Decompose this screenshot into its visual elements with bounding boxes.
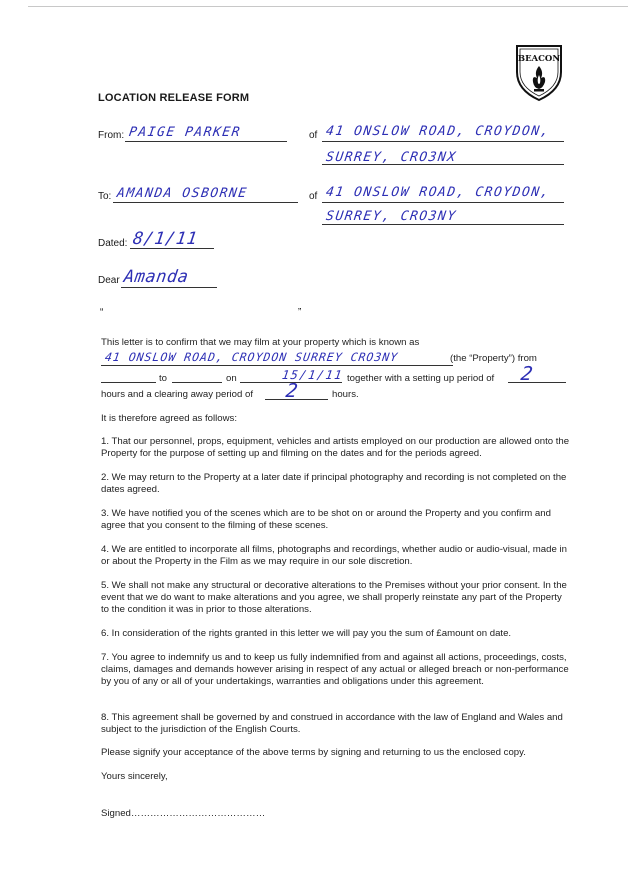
intro-clearing-suffix: hours. (332, 389, 359, 400)
from-address-line2[interactable]: SURREY, CRO3NX (324, 150, 458, 165)
clause-2: 2. We may return to the Property at a later date if principal photography and recording is not completed on the dates agreed. (101, 472, 567, 496)
clause-8: 8. This agreement shall be governed by and construed in accordance with the law of England and Wales and subject to the jurisdiction of the English Courts. (101, 712, 563, 736)
to-label: To: (98, 191, 112, 202)
clause-1: 1. That our personnel, props, equipment, vehicles and artists employed on our production are allowed onto the Property for the purpose of setting up and filming on the dates and for the periods agreed. (101, 436, 570, 460)
beacon-logo (513, 42, 565, 102)
from-label: From: (98, 130, 125, 141)
open-quote: “ (100, 307, 104, 318)
acceptance-text: Please signify your acceptance of the above terms by signing and returning to us the enclosed copy. (101, 747, 526, 758)
clearing-value[interactable]: 2 (284, 380, 300, 402)
signed-line[interactable]: Signed…………………………………… (101, 808, 266, 819)
intro-property-suffix: (the “Property”) from (450, 353, 537, 364)
dated-line (130, 248, 214, 249)
from-address-line1[interactable]: 41 ONSLOW ROAD, CROYDON, (324, 124, 551, 139)
intro-on-word: on (226, 373, 237, 384)
dear-label: Dear (98, 275, 120, 286)
to-date-line (172, 382, 222, 383)
intro-clearing-prefix: hours and a clearing away period of (101, 389, 253, 400)
dated-label: Dated: (98, 238, 128, 249)
dear-line (121, 287, 217, 288)
to-address-line1-rule (322, 202, 564, 203)
dear-value[interactable]: Amanda (122, 267, 190, 287)
clause-6: 6. In consideration of the rights granted in this letter we will pay you the sum of £amount on date. (101, 628, 512, 639)
from-name[interactable]: PAIGE PARKER (127, 125, 242, 140)
to-name-line (113, 202, 298, 203)
intro-date[interactable]: 15/1/11 (281, 368, 345, 382)
intro-line1: This letter is to confirm that we may film at your property which is known as (101, 337, 420, 348)
clause-3: 3. We have notified you of the scenes which are to be shot on or around the Property and you confirm and agree that you consent to the filming of these scenes. (101, 508, 551, 532)
from-address-line1-rule (322, 141, 564, 142)
form-title: LOCATION RELEASE FORM (98, 92, 250, 104)
setting-up-value[interactable]: 2 (519, 363, 535, 385)
intro-to-word: to (159, 373, 168, 384)
to-address-line2[interactable]: SURREY, CRO3NY (324, 209, 458, 224)
yours-sincerely: Yours sincerely, (101, 771, 168, 782)
dated-value[interactable]: 8/1/11 (131, 229, 199, 249)
to-of-label: of (309, 191, 318, 202)
intro-property[interactable]: 41 ONSLOW ROAD, CROYDON SURREY CRO3NY (104, 350, 400, 364)
to-address-line1[interactable]: 41 ONSLOW ROAD, CROYDON, (324, 185, 551, 200)
from-of-label: of (309, 130, 318, 141)
clause-4: 4. We are entitled to incorporate all films, photographs and recordings, whether audio or audio-visual, made in or about the Property in the Film as we may require in our sole discretion. (101, 544, 567, 568)
to-name[interactable]: AMANDA OSBORNE (115, 186, 249, 201)
agreed-heading: It is therefore agreed as follows: (101, 413, 237, 424)
to-address-line2-rule (322, 224, 564, 225)
intro-setting-up: together with a setting up period of (347, 373, 495, 384)
from-date-line (101, 382, 156, 383)
close-quote: ” (298, 307, 302, 318)
setting-up-line (508, 382, 566, 383)
clause-7: 7. You agree to indemnify us and to keep us fully indemnified from and against all actions, proceedings, costs, claims, damages and demands however arising in respect of any actual or alleged breach or non-performance by you of any or all of your undertakings, warranties and obligations under this agreement. (101, 652, 569, 688)
logo-text: BEACON (517, 54, 561, 64)
intro-property-line (101, 365, 453, 366)
clearing-line (265, 399, 328, 400)
clause-5: 5. We shall not make any structural or decorative alterations to the Premises without your prior consent. In the event that we do want to make alterations and you agree, we shall properly reinstate any part of the Property to the condition it was in prior to those alterations. (101, 580, 567, 616)
top-rule (28, 6, 628, 7)
from-name-line (125, 141, 287, 142)
from-address-line2-rule (322, 164, 564, 165)
